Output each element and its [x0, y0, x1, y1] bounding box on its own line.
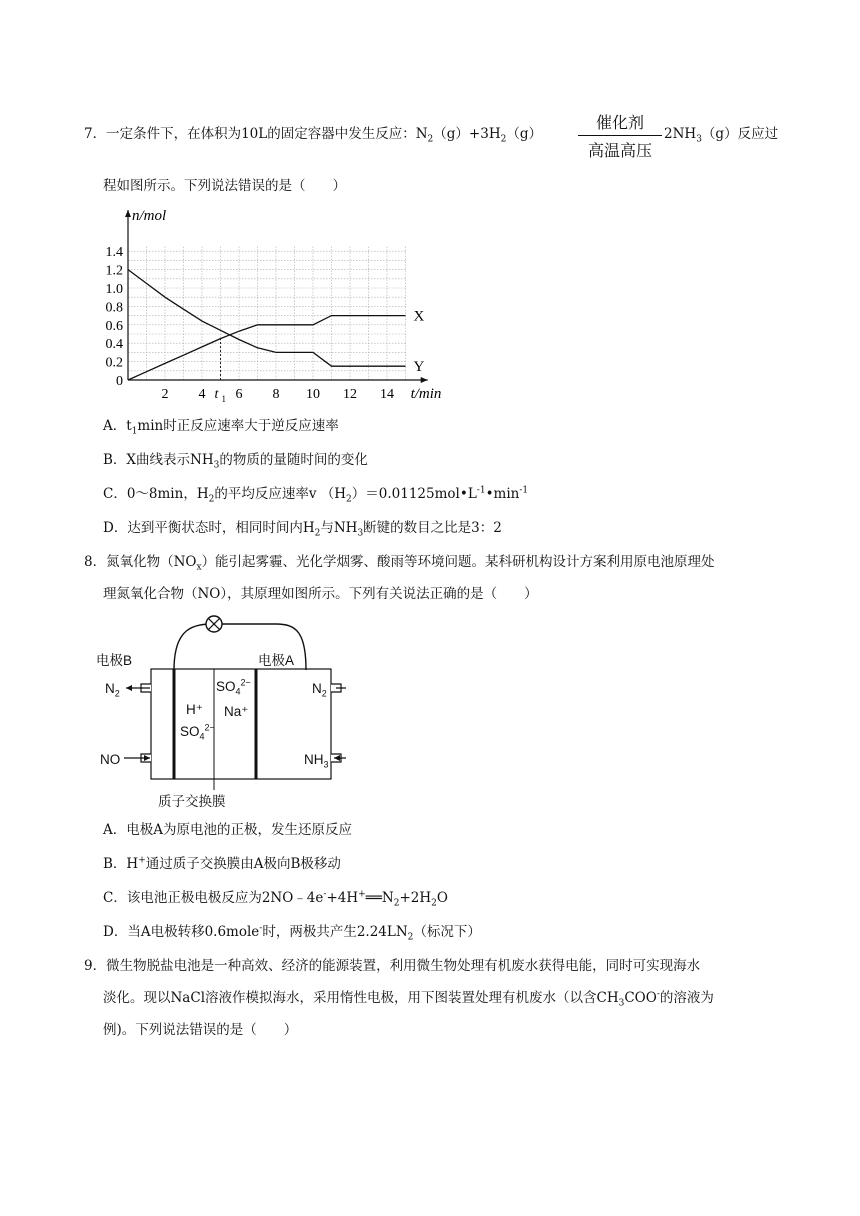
x-tick-label: 10 [306, 387, 320, 402]
x-tick-label: 4 [198, 387, 206, 402]
electrode-a-label: 电极A [258, 653, 295, 668]
q7-option-a: A．$t_1\min$时正反应速率大于逆反应速率 [103, 418, 339, 437]
so4-left-label: $SO_4^{2-}$ [180, 722, 215, 742]
nh3-label: $NH_3$ [304, 752, 329, 770]
y-tick-label: 1.4 [105, 245, 123, 261]
series-label-y: Y [413, 359, 425, 376]
q9-line3: 例)。下列说法错误的是（ ） [103, 1022, 298, 1038]
na-plus-label: Na⁺ [224, 704, 249, 719]
h-plus-label: H⁺ [186, 702, 203, 717]
y-tick-label: 1.0 [105, 282, 123, 297]
q7-line1: 7．一定条件下，在体积为10L的固定容器中发生反应：$N_2(g)+3H_2(g)$ [84, 126, 542, 145]
q7-line2: 程如图所示。下列说法错误的是（ ） [103, 178, 346, 194]
y-axis-label: n/mol [132, 208, 167, 224]
reaction-condition [578, 110, 662, 161]
y-tick-label: 0.4 [105, 337, 123, 353]
n2-left-label: $N_2$ [105, 681, 120, 699]
x-tick-label: 12 [343, 387, 357, 402]
x-tick-label: 6 [235, 387, 243, 402]
mole-time-chart [100, 205, 450, 405]
q9-line1: 9．微生物脱盐电池是一种高效、经济的能源装置，利用微生物处理有机废水获得电能，同时可实现海水 [84, 958, 701, 974]
x-tick-label: 8 [272, 387, 280, 402]
membrane-label: 质子交换膜 [158, 794, 226, 809]
x-tick-label: 14 [380, 387, 394, 402]
q8-option-c: C．该电池正极电极反应为$2NO﹣4e^-+4H^+══N_2+2H_2O$ [103, 889, 448, 909]
no-label: NO [100, 752, 121, 767]
y-tick-label: 1.2 [105, 263, 123, 279]
x-tick-label: 2 [161, 387, 169, 402]
t1-label: t [214, 387, 219, 402]
x-axis-arrow [421, 377, 428, 383]
series-line-x [128, 316, 406, 380]
t1-sub-label: 1 [221, 394, 226, 404]
electrode-b-label: 电极B [96, 653, 133, 668]
q8-option-a: A．电极A为原电池的正极，发生还原反应 [103, 822, 352, 838]
q7-line1-end: $2NH_3(g)$反应过 [664, 126, 779, 145]
n2-right-label: $N_2$ [312, 681, 327, 699]
series-label-x: X [413, 308, 425, 325]
q8-line2: 理氮氧化合物（NO），其原理如图所示。下列有关说法正确的是（ ） [103, 586, 538, 602]
battery-diagram [96, 612, 346, 812]
q8-option-b: B．H+通过质子交换膜由A极向B极移动 [103, 855, 341, 872]
condition-label: 高温高压 [587, 141, 652, 160]
y-tick-label: 0.6 [105, 318, 123, 334]
catalyst-label: 催化剂 [578, 110, 662, 136]
q7-option-d: D．达到平衡状态时，相同时间内$H_2$与$NH_3$断键的数目之比是3：2 [103, 520, 502, 539]
series-line-y [128, 270, 406, 367]
y-tick-label: 0.2 [105, 355, 123, 371]
x-axis-label: t/min [410, 386, 442, 402]
y-axis-arrow [125, 210, 131, 217]
q8-line1: 8．氮氧化物$(NO_x)$能引起雾霾、光化学烟雾、酸雨等环境问题。某科研机构设计方案利用原电池原理处 [84, 554, 715, 573]
origin-label: 0 [116, 374, 123, 389]
q9-line2: 淡化。现以NaCl溶液作模拟海水，采用惰性电极，用下图装置处理有机废水（以含$CH_3COO^-$的溶液为 [103, 989, 714, 1009]
q8-option-d: D．当A电极转移0.6mole-时，两极共产生$2.24LN_2$（标况下） [103, 923, 481, 943]
q7-option-c: C．0～8min，$H_2$的平均反应速率v $(H_2)=0.01125mol•L^{-1}•\min^{-1}$ [103, 485, 529, 505]
y-tick-label: 0.8 [105, 300, 123, 316]
q7-option-b: B．X曲线表示$NH_3$的物质的量随时间的变化 [103, 452, 368, 471]
so4-right-label: $SO_4^{2-}$ [216, 677, 251, 697]
